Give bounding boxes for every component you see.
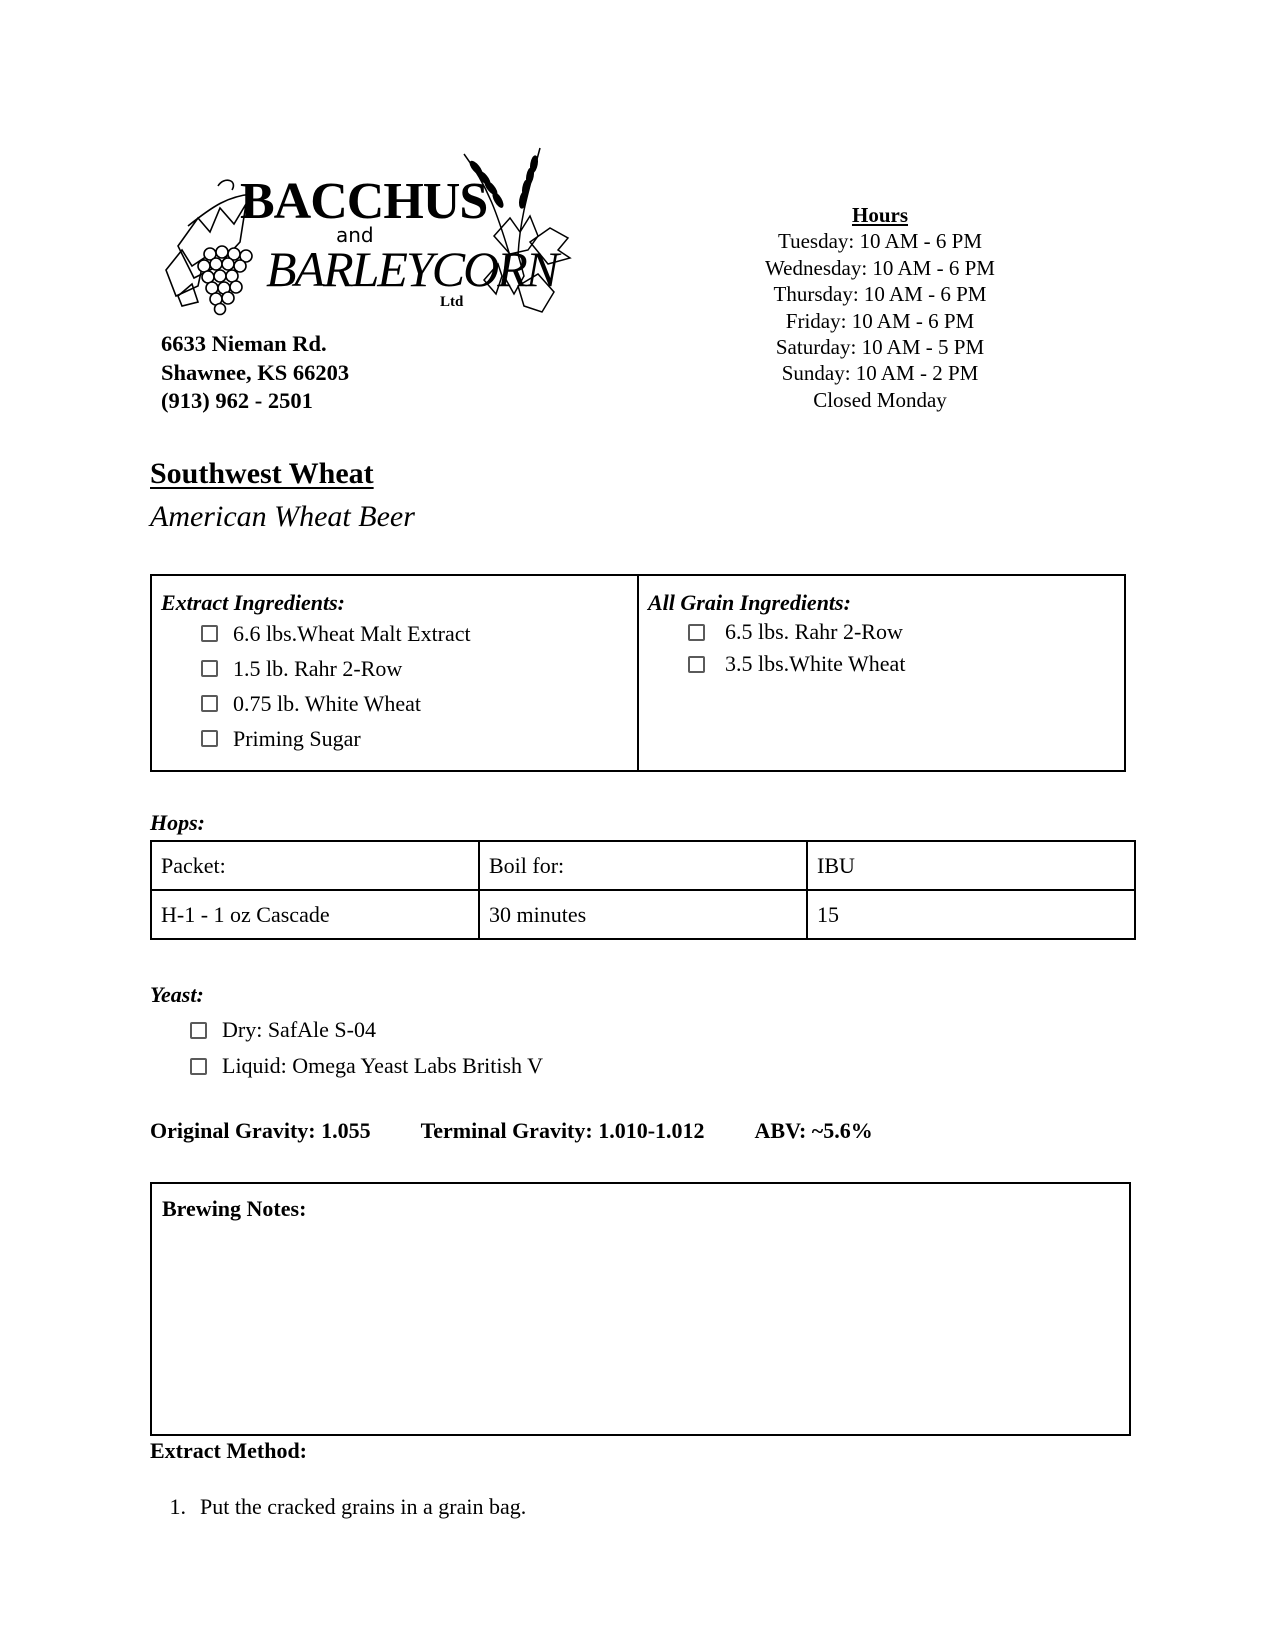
extract-method-label: Extract Method: — [150, 1438, 308, 1463]
table-cell: 30 minutes — [479, 890, 807, 939]
hours-line: Saturday: 10 AM - 5 PM — [775, 335, 985, 360]
store-address — [161, 330, 349, 416]
checkbox[interactable] — [688, 624, 705, 641]
original-gravity: Original Gravity: 1.055 — [150, 1118, 371, 1143]
ingredient-item — [201, 721, 629, 756]
header-cell: Boil for: — [479, 841, 807, 890]
ingredient-label: 3.5 lbs.White Wheat — [725, 651, 906, 676]
yeast-item — [190, 1012, 543, 1048]
checkbox[interactable] — [688, 656, 705, 673]
table-cell: 15 — [807, 890, 1135, 939]
header-cell: Packet: — [151, 841, 479, 890]
hours-line: Thursday: 10 AM - 6 PM — [773, 282, 987, 307]
ingredient-label: 0.75 lb. White Wheat — [233, 690, 421, 716]
checkbox[interactable] — [190, 1058, 207, 1075]
logo-barleycorn-text: BARLEYCORN — [266, 241, 558, 297]
hours-line: Friday: 10 AM - 6 PM — [785, 308, 975, 333]
ingredient-item — [201, 651, 629, 686]
hours-line: Sunday: 10 AM - 2 PM — [781, 361, 979, 386]
brewing-notes-box[interactable] — [150, 1182, 1131, 1436]
terminal-gravity: Terminal Gravity: 1.010-1.012 — [420, 1118, 705, 1143]
hours-title: Hours — [851, 203, 908, 227]
yeast-list — [150, 1012, 543, 1084]
hops-label: Hops: — [150, 810, 205, 835]
checkbox[interactable] — [201, 660, 218, 677]
ingredient-item — [201, 686, 629, 721]
recipe-style: American Wheat Beer — [150, 500, 415, 533]
brewing-notes-label: Brewing Notes: — [162, 1196, 307, 1221]
yeast-label: Yeast: — [150, 982, 204, 1007]
table-header-row — [151, 841, 1135, 890]
store-hours — [720, 202, 1040, 413]
table-row — [151, 890, 1135, 939]
address-street: 6633 Nieman Rd. — [161, 331, 327, 356]
abv: ABV: ~5.6% — [754, 1118, 873, 1143]
logo-bacchus-text: BACCHUS — [240, 173, 488, 230]
step-text: Put the cracked grains in a grain bag. — [200, 1494, 527, 1519]
ingredient-item — [688, 616, 1116, 648]
address-phone: (913) 962 - 2501 — [161, 388, 313, 413]
store-logo — [158, 146, 588, 326]
recipe-title: Southwest Wheat — [150, 457, 374, 490]
ingredient-label: 6.6 lbs.Wheat Malt Extract — [233, 620, 471, 646]
yeast-label-text: Liquid: Omega Yeast Labs British V — [222, 1053, 544, 1078]
yeast-label-text: Dry: SafAle S-04 — [222, 1017, 376, 1042]
hours-line: Closed Monday — [813, 387, 947, 412]
checkbox[interactable] — [201, 730, 218, 747]
yeast-item — [190, 1048, 543, 1084]
ingredient-label: 1.5 lb. Rahr 2-Row — [233, 655, 403, 681]
hops-table — [150, 840, 1136, 940]
ingredient-label: 6.5 lbs. Rahr 2-Row — [725, 619, 903, 644]
all-grain-heading: All Grain Ingredients: — [648, 590, 851, 615]
header-cell: IBU — [807, 841, 1135, 890]
gravity-row — [150, 1118, 873, 1144]
ingredient-label: Priming Sugar — [233, 725, 361, 751]
ingredients-box — [150, 574, 1126, 772]
hours-line: Wednesday: 10 AM - 6 PM — [765, 255, 995, 280]
checkbox[interactable] — [190, 1022, 207, 1039]
all-grain-ingredients — [637, 576, 1124, 770]
extract-ingredients — [152, 576, 637, 770]
address-city: Shawnee, KS 66203 — [161, 359, 350, 385]
ingredient-item — [201, 616, 629, 651]
logo-artwork — [158, 146, 588, 326]
checkbox[interactable] — [201, 695, 218, 712]
method-step — [150, 1494, 526, 1520]
step-number: 1. — [169, 1494, 186, 1519]
logo-and-text: and — [336, 223, 374, 247]
hours-line: Tuesday: 10 AM - 6 PM — [777, 229, 982, 254]
ingredient-item — [688, 648, 1116, 680]
table-cell: H-1 - 1 oz Cascade — [151, 890, 479, 939]
checkbox[interactable] — [201, 625, 218, 642]
logo-ltd-text: Ltd — [440, 294, 464, 310]
extract-heading: Extract Ingredients: — [161, 590, 345, 615]
extract-method-steps — [150, 1494, 526, 1520]
